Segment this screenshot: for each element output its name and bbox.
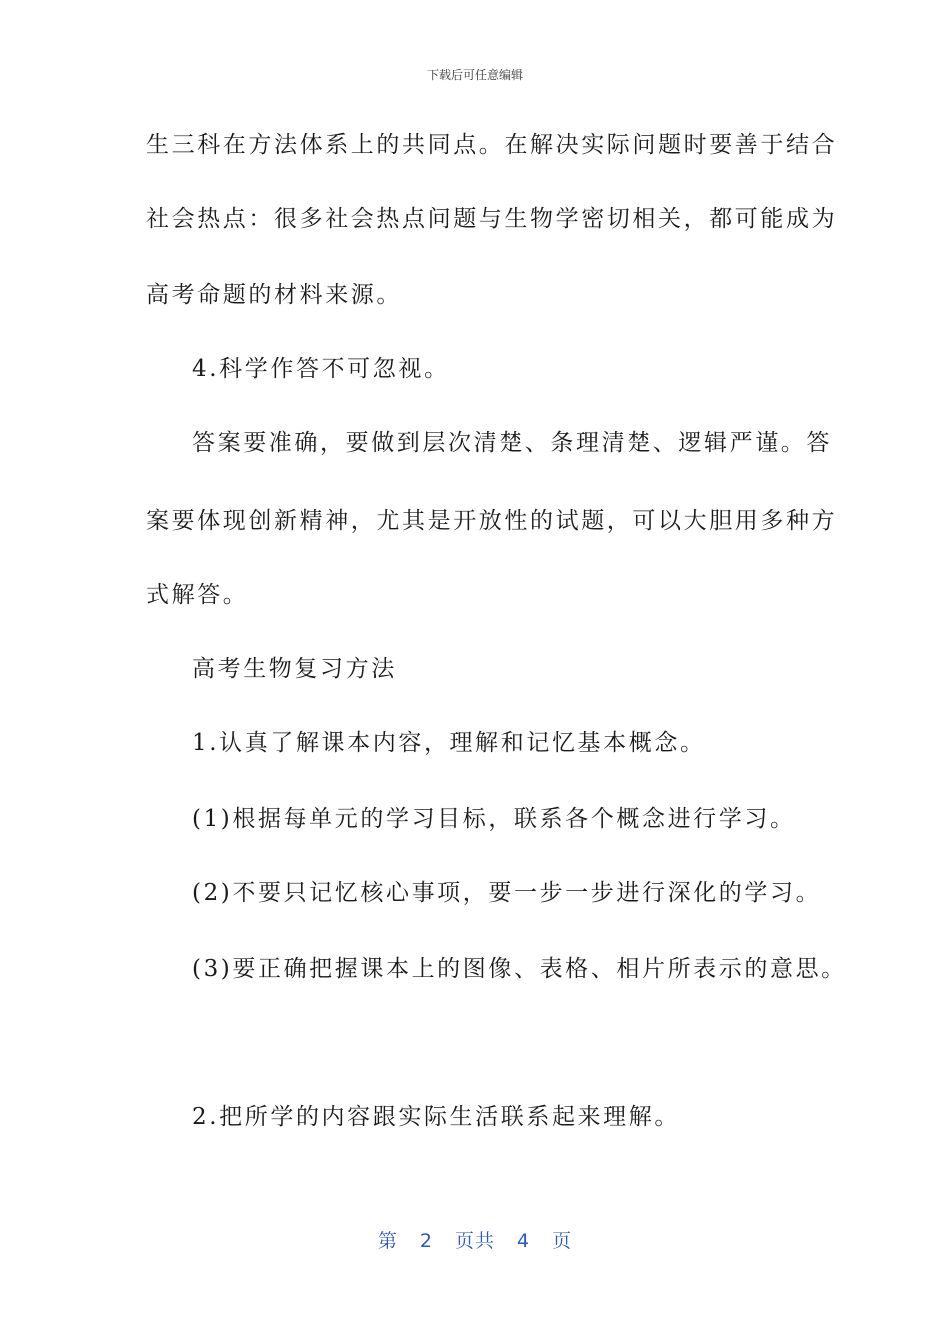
page-number: 2 (419, 1230, 433, 1252)
list-item-1: 1.认真了解课本内容，理解和记忆基本概念。 (192, 730, 706, 756)
body-line-7: 式解答。 (146, 582, 249, 608)
sub-item-2: (2)不要只记忆核心事项，要一步一步进行深化的学习。 (192, 880, 822, 906)
body-line-6: 案要体现创新精神，尤其是开放性的试题，可以大胆用多种方 (146, 508, 838, 534)
page-mid: 页共 (454, 1230, 495, 1252)
header-note: 下载后可任意编辑 (426, 68, 523, 82)
body-line-3: 高考命题的材料来源。 (146, 282, 402, 308)
page-footer (0, 1226, 950, 1253)
section-heading-4: 4.科学作答不可忽视。 (192, 356, 450, 382)
total-pages: 4 (517, 1230, 531, 1252)
sub-item-1: (1)根据每单元的学习目标，联系各个概念进行学习。 (192, 806, 796, 832)
list-item-2: 2.把所学的内容跟实际生活联系起来理解。 (192, 1104, 680, 1130)
page-prefix: 第 (377, 1230, 398, 1252)
section-title: 高考生物复习方法 (192, 656, 397, 682)
body-line-2: 社会热点：很多社会热点问题与生物学密切相关，都可能成为 (146, 206, 838, 232)
body-line-5: 答案要准确，要做到层次清楚、条理清楚、逻辑严谨。答 (192, 430, 832, 456)
page-suffix: 页 (552, 1230, 573, 1252)
sub-item-3: (3)要正确把握课本上的图像、表格、相片所表示的意思。 (192, 956, 847, 982)
body-line-1: 生三科在方法体系上的共同点。在解决实际问题时要善于结合 (146, 132, 838, 158)
